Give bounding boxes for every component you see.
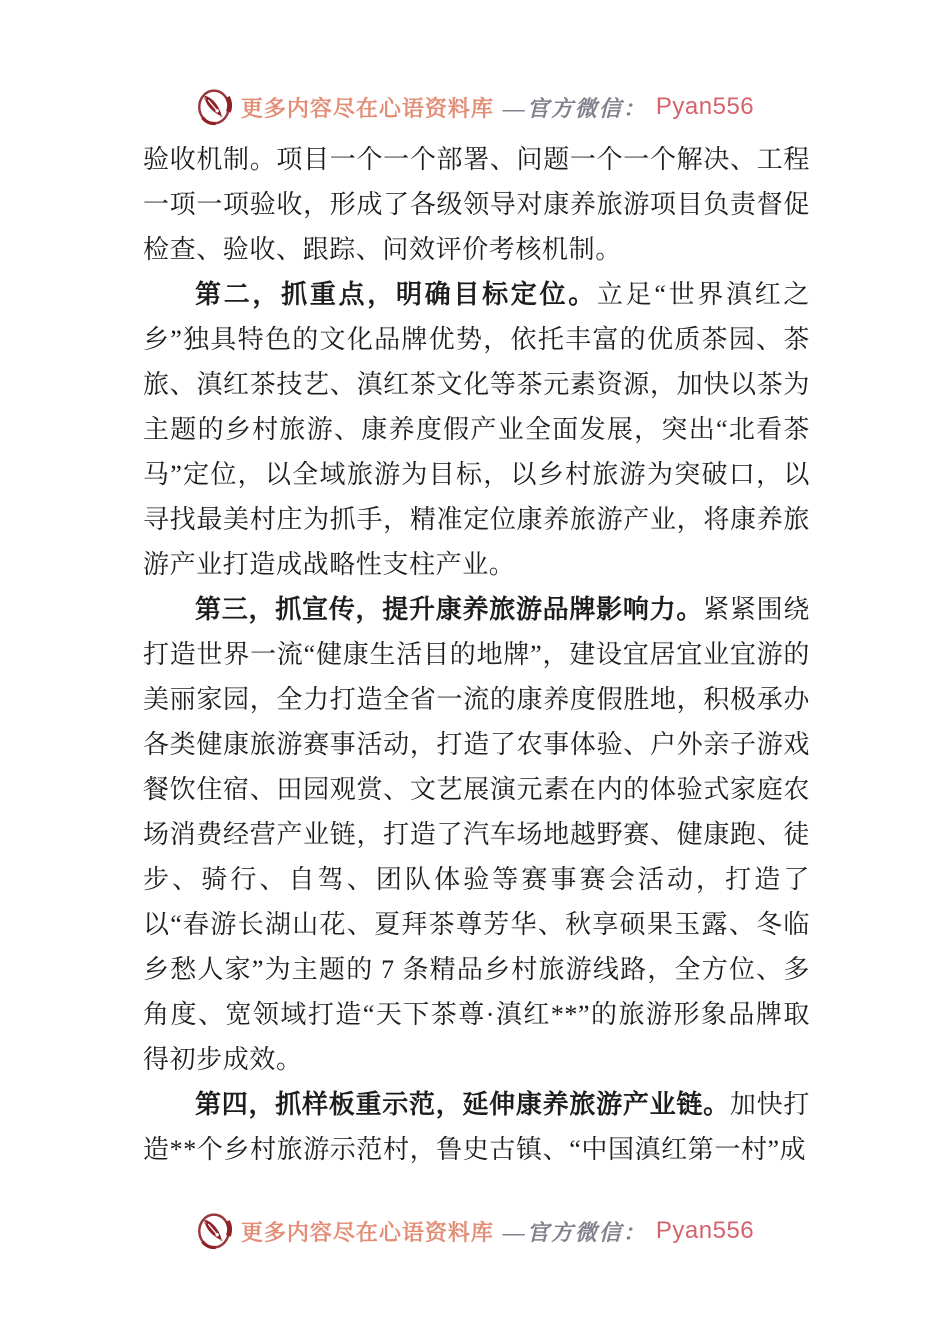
paragraph — [143, 272, 810, 587]
watermark-wechat-label: —官方微信： — [502, 1219, 647, 1245]
watermark-wechat-id: Pyan556 — [655, 1217, 755, 1244]
paragraph-body: 紧紧围绕打造世界一流“健康生活目的地牌”，建设宜居宜业宜游的美丽家园，全力打造全省一流的康养度假胜地，积极承办各类健康旅游赛事活动，打造了农事体验、户外亲子游戏餐饮住宿、田园观赏、文艺展演元素在内的体验式家庭农场消费经营产业链，打造了汽车场地越野赛、健康跑、徒步、骑行、自驾、团队体验等赛事赛会活动，打造了以“春游长湖山花、夏拜茶尊芳华、秋享硕果玉露、冬临乡愁人家”为主题的 7 条精品乡村旅游线路，全方位、多角度、宽领域打造“天下茶尊·滇红**”的旅游形象品牌取得初步成效。 — [143, 595, 810, 1074]
document-text — [143, 137, 810, 1172]
watermark-text: 更多内容尽在心语资料库 — [240, 95, 494, 121]
watermark-text: 更多内容尽在心语资料库 — [240, 1219, 494, 1245]
paragraph-body: 立足“世界滇红之乡”独具特色的文化品牌优势，依托丰富的优质茶园、茶旅、滇红茶技艺、滇红茶文化等茶元素资源，加快以茶为主题的乡村旅游、康养度假产业全面发展，突出“北看茶马”定位，以全域旅游为目标，以乡村旅游为突破口，以寻找最美村庄为抓手，精准定位康养旅游产业，将康养旅游产业打造成战略性支柱产业。 — [143, 280, 810, 579]
paragraph — [143, 587, 810, 1082]
paragraph-body: 加快打造**个乡村旅游示范村，鲁史古镇、“中国滇红第一村”成 — [143, 1090, 810, 1164]
paragraph-lead: 第四，抓样板重示范，延伸康养旅游产业链。 — [195, 1090, 730, 1119]
header-watermark — [0, 80, 950, 134]
footer-watermark — [0, 1204, 950, 1258]
paragraph-lead: 第三，抓宣传，提升康养旅游品牌影响力。 — [195, 595, 704, 624]
paragraph — [143, 137, 810, 272]
watermark-wechat-id: Pyan556 — [655, 93, 755, 120]
paragraph — [143, 1082, 810, 1172]
paragraph-lead: 第二，抓重点，明确目标定位。 — [195, 280, 597, 309]
watermark-wechat-label: —官方微信： — [502, 95, 647, 121]
pen-in-circle-logo-icon — [196, 86, 232, 128]
pen-in-circle-logo-icon — [196, 1210, 232, 1252]
paragraph-body: 验收机制。项目一个一个部署、问题一个一个解决、工程一项一项验收，形成了各级领导对康养旅游项目负责督促检查、验收、跟踪、问效评价考核机制。 — [143, 145, 810, 264]
